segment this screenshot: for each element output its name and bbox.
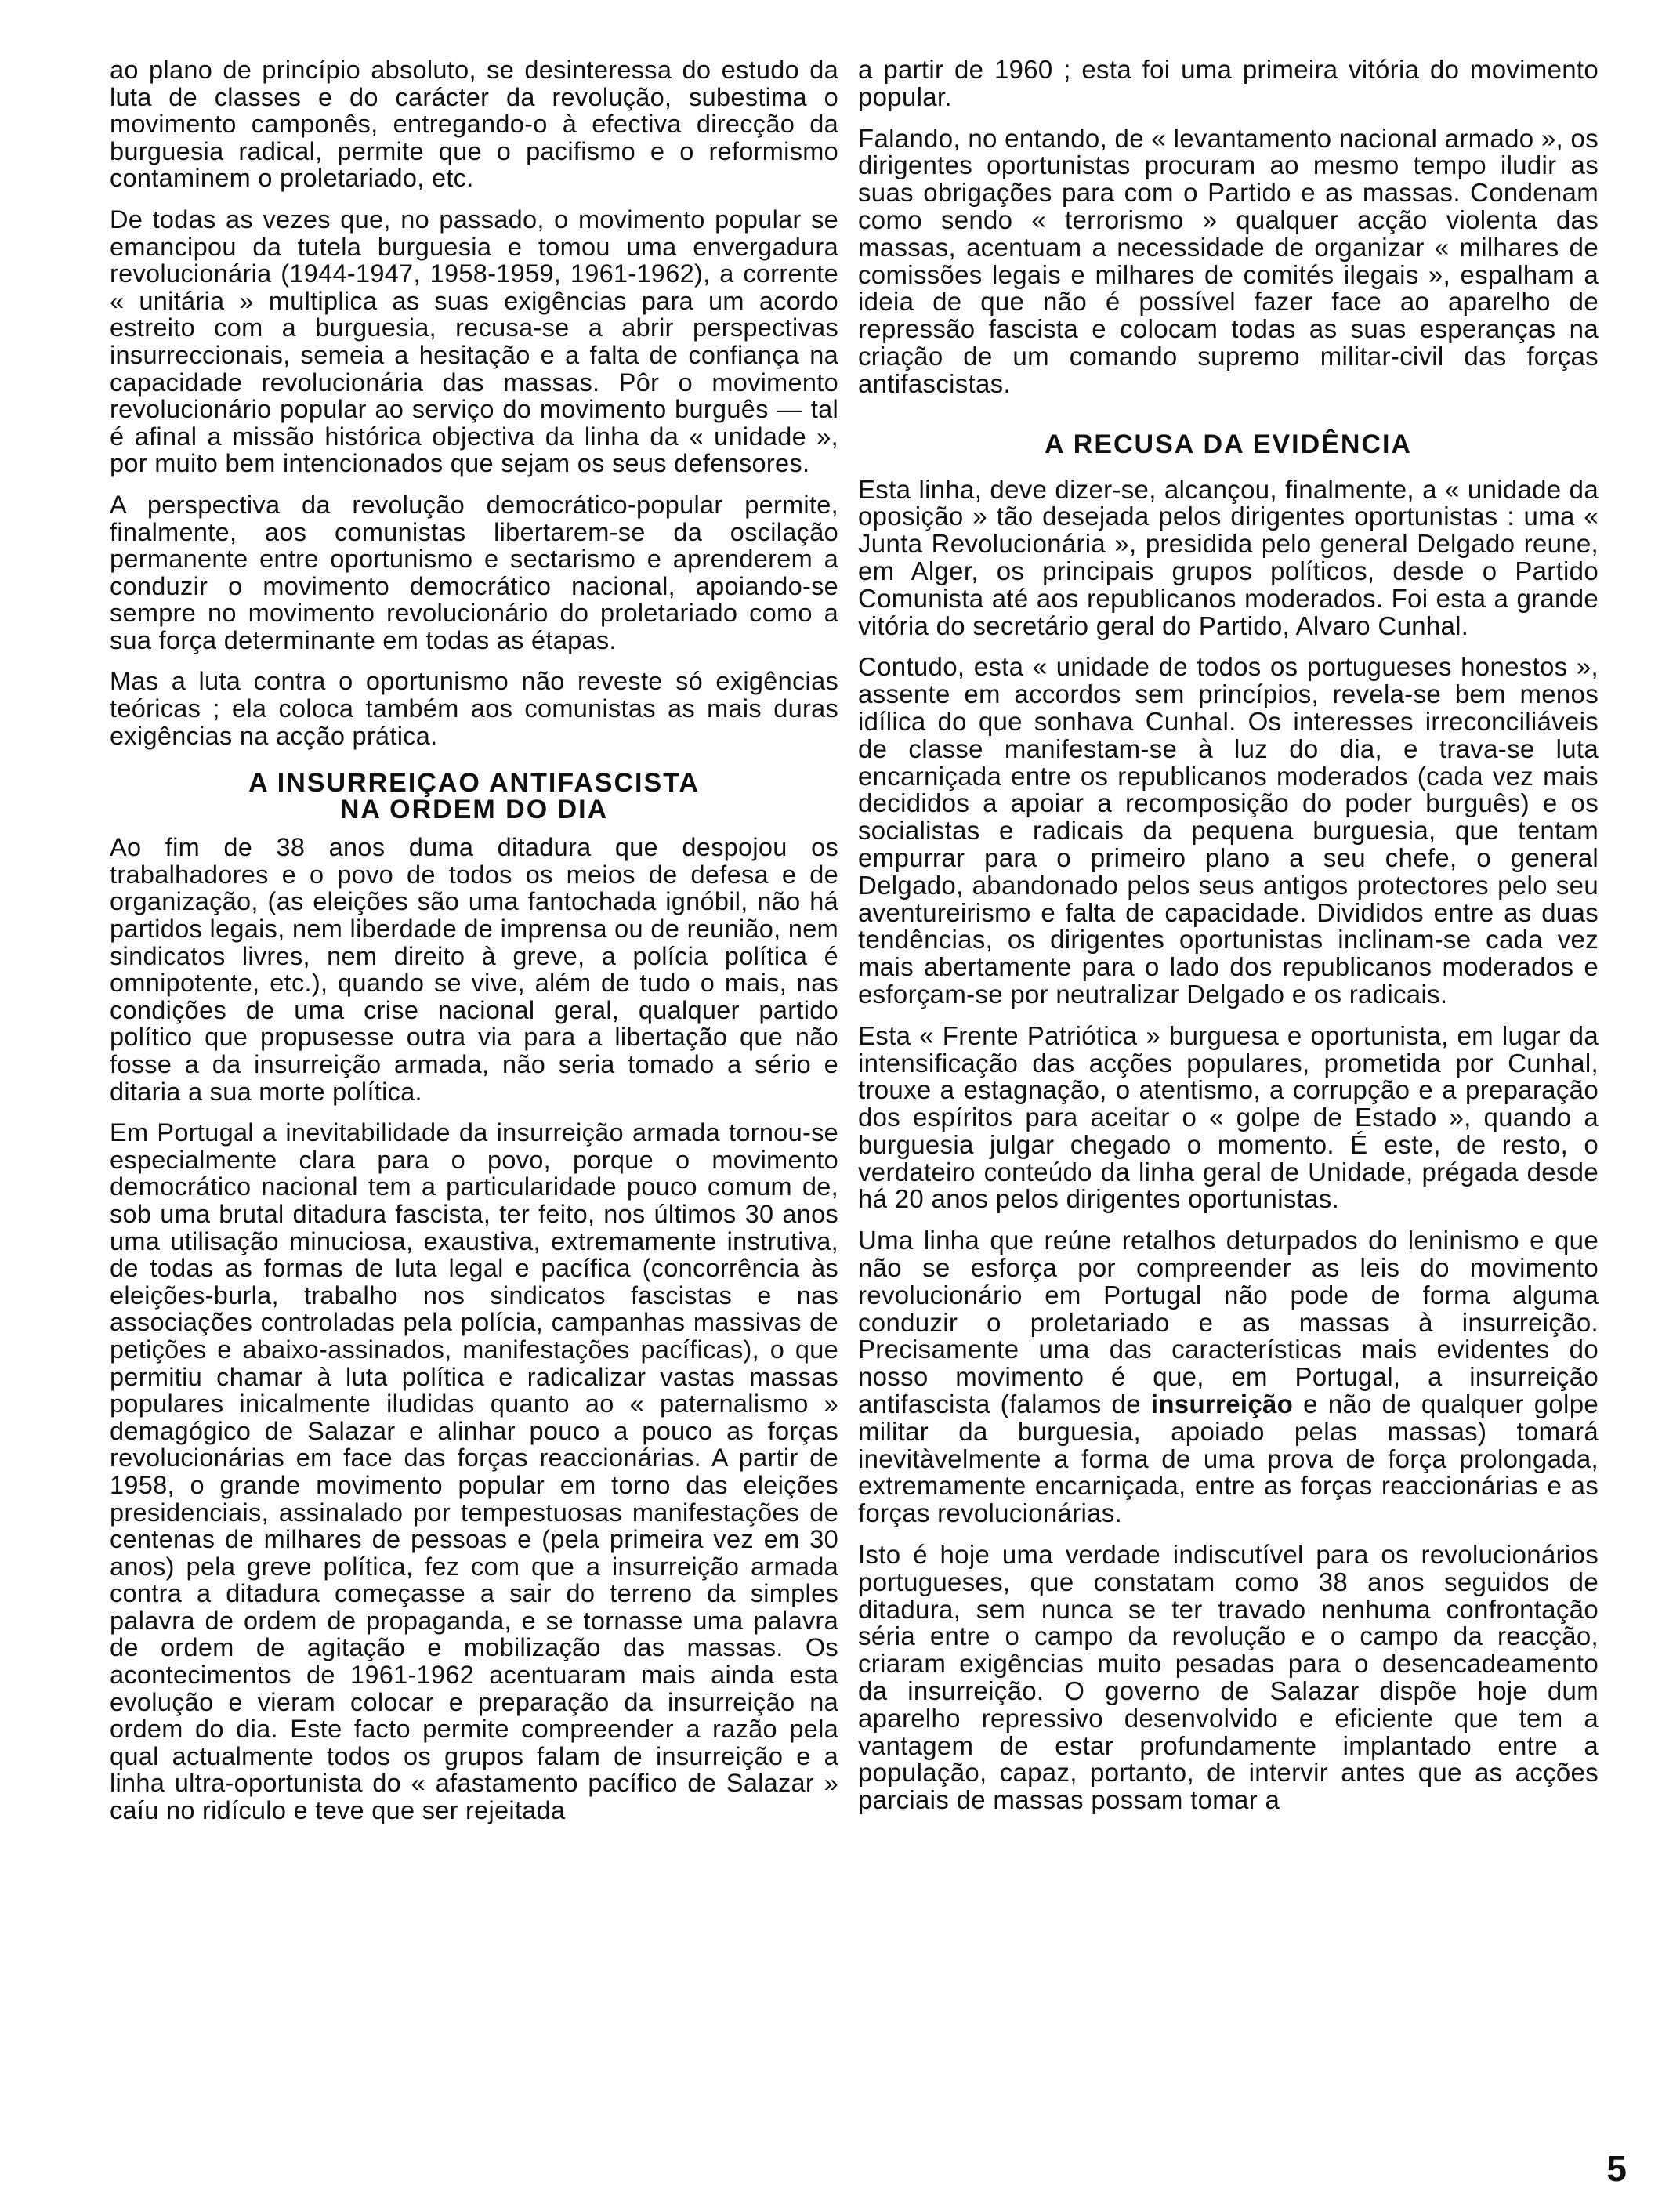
left-paragraph-4: Mas a luta contra o oportunismo não reveste só exigências teóricas ; ela coloca também aos comunistas as mais duras exigências na acção prática. bbox=[110, 667, 838, 750]
right-paragraph-6-bold-term: insurreição bbox=[1150, 1389, 1294, 1419]
section-heading-insurreicao bbox=[110, 770, 838, 823]
right-paragraph-7: Isto é hoje uma verdade indiscutível para os revolucionários portugueses, que constatam como 38 anos seguidos de ditadura, sem nunca se ter travado nenhuma confrontação séria entre o campo da revolução e o campo da reacção, criaram exigências muito pesadas para o desencadeamento da insurreição. O governo de Salazar dispõe hoje dum aparelho repressivo desenvolvido e eficiente que tem a vantagem de estar profundamente implantado entre a população, capaz, portanto, de intervir antes que as acções parciais de massas possam tomar a bbox=[858, 1540, 1599, 1815]
right-paragraph-6-end: e não de qualquer golpe militar da burguesia, apoiado pelas massas) tomará inevitàvelmente a forma de uma prova de força prolongada, extremamente encarniçada, entre as forças reaccionárias e as forças revolucionárias. bbox=[858, 1389, 1599, 1528]
right-paragraph-1: a partir de 1960 ; esta foi uma primeira vitória do movimento popular. bbox=[858, 55, 1599, 111]
page-number: 5 bbox=[1606, 2148, 1627, 2189]
left-paragraph-2: De todas as vezes que, no passado, o movimento popular se emancipou da tutela burguesia e tomou uma envergadura revolucionária (1944-1947, 1958-1959, 1961-1962), a corrente « unitária » multiplica as suas exigências para um acordo estreito com a burguesia, recusa-se a abrir perspectivas insurreccionais, semeia a hesitação e a falta de confiança na capacidade revolucionária das massas. Pôr o movimento revolucionário popular ao serviço do movimento burguês — tal é afinal a missão histórica objectiva da linha da « unidade », por muito bem intencionados que sejam os seus defensores. bbox=[110, 205, 838, 478]
right-column bbox=[858, 56, 1599, 1828]
left-paragraph-6: Em Portugal a inevitabilidade da insurreição armada tornou-se especialmente clara para o povo, porque o movimento democrático nacional tem a particularidade pouco comum de, sob uma brutal ditadura fascista, ter feito, nos últimos 30 anos uma utilisação minuciosa, exaustiva, extremamente instrutiva, de todas as formas de luta legal e pacífica (concorrência às eleições-burla, trabalho nos sindicatos fascistas e nas associações controladas pela polícia, campanhas massivas de petições e abaixo-assinados, manifestações pacíficas), o que permitiu chamar à luta política e radicalizar vastas massas populares inicalmente iludidas quanto ao « paternalismo » demagógico de Salazar e alinhar pouco a pouco as forças revolucionárias em face das forças reaccionárias. A partir de 1958, o grande movimento popular em torno das eleições presidenciais, assinalado por tempestuosas manifestações de centenas de milhares de pessoas e (pela primeira vez em 30 anos) pela greve política, fez com que a insurreição armada contra a ditadura começasse a sair do terreno da simples palavra de ordem de propaganda, e se tornasse uma palavra de ordem de agitação e mobilização das massas. Os acontecimentos de 1961-1962 acentuaram mais ainda esta evolução e vieram colocar e preparação da insurreição na ordem do dia. Este facto permite compreender a razão pela qual actualmente todos os grupos falam de insurreição e a linha ultra-oportunista do « afastamento pacífico de Salazar » caíu no ridículo e teve que ser rejeitada bbox=[110, 1118, 838, 1825]
left-column bbox=[110, 56, 838, 1839]
section-heading-recusa: A RECUSA DA EVIDÊNCIA bbox=[1045, 429, 1412, 459]
left-paragraph-3: A perspectiva da revolução democrático-popular permite, finalmente, aos comunistas libertarem-se da oscilação permanente entre oportunismo e sectarismo e aprenderem a conduzir o movimento democrático nacional, apoiando-se sempre no movimento revolucionário do proletariado como a sua força determinante em todas as étapas. bbox=[110, 490, 838, 654]
right-paragraph-3: Esta linha, deve dizer-se, alcançou, finalmente, a « unidade da oposição » tão desejada pelos dirigentes oportunistas : uma « Junta Revolucionária », presidida pelo general Delgado reune, em Alger, os principais grupos políticos, desde o Partido Comunista até aos republicanos moderados. Foi esta a grande vitória do secretário geral do Partido, Alvaro Cunhal. bbox=[858, 474, 1599, 640]
right-paragraph-2: Falando, no entando, de « levantamento nacional armado », os dirigentes oportunistas procuram ao mesmo tempo iludir as suas obrigações para com o Partido e as massas. Condenam como sendo « terrorismo » qualquer acção violenta das massas, acentuam a necessidade de organizar « milhares de comissões legais e milhares de comités ilegais », espalham a ideia de que não é possível fazer face ao aparelho de repressão fascista e colocam todas as suas esperanças na criação de um comando supremo militar-civil das forças antifascistas. bbox=[858, 123, 1599, 398]
section-heading-line-1: A INSURREIÇAO ANTIFASCISTA bbox=[248, 768, 700, 799]
left-paragraph-1: ao plano de princípio absoluto, se desinteressa do estudo da luta de classes e do carácter da revolução, subestima o movimento camponês, entregando-o à efectiva direcção da burguesia radical, permite que o pacifismo e o reformismo contaminem o proletariado, etc. bbox=[110, 56, 838, 193]
left-paragraph-5: Ao fim de 38 anos duma ditadura que despojou os trabalhadores e o povo de todos os meios de defesa e de organização, (as eleições são uma fantochada ignóbil, não há partidos legais, nem liberdade de imprensa ou de reunião, nem sindicatos livres, nem direito à greve, a polícia política é omnipotente, etc.), quando se vive, além de tudo o mais, nas condições de uma crise nacional geral, qualquer partido político que propusesse outra via para a libertação que não fosse a da insurreição armada, não seria tomado a sério e ditaria a sua morte política. bbox=[110, 833, 838, 1106]
right-paragraph-6 bbox=[858, 1227, 1599, 1527]
section-heading-line-2: NA ORDEM DO DIA bbox=[339, 795, 609, 825]
right-paragraph-4: Contudo, esta « unidade de todos os portugueses honestos », assente em accordos sem princípios, revela-se bem menos idílica do que sonhava Cunhal. Os interesses irreconciliáveis de classe manifestam-se à luz do dia, e trava-se luta encarniçada entre os republicanos moderados (cada vez mais decididos a apoiar a recomposição do poder burguês) e os socialistas e radicais da pequena burguesia, que tentam empurrar para o primeiro plano a seu chefe, o general Delgado, abandonado pelos seus antigos protectores pelo seu aventureirismo e falta de capacidade. Divididos entre as duas tendências, os dirigentes oportunistas inclinam-se cada vez mais abertamente para o lado dos republicanos moderados e esforçam-se por neutralizar Delgado e os radicais. bbox=[858, 652, 1599, 1009]
right-paragraph-5: Esta « Frente Patriótica » burguesa e oportunista, em lugar da intensificação das acções populares, prometida por Cunhal, trouxe a estagnação, o atentismo, a corrupção e a preparação dos espíritos para aceitar o « golpe de Estado », quando a burguesia julgar chegado o momento. É este, de resto, o verdateiro conteúdo da linha geral de Unidade, prégada desde há 20 anos pelos dirigentes oportunistas. bbox=[858, 1020, 1599, 1214]
right-paragraph-6-start: Uma linha que reúne retalhos deturpados do leninismo e que não se esforça por compreender as leis do movimento revolucionário em Portugal não pode de forma alguma conduzir o proletariado e as massas à insurreição. Precisamente uma das características mais evidentes do nosso movimento é que, em Portugal, a insurreição antifascista (falamos de bbox=[858, 1226, 1599, 1419]
